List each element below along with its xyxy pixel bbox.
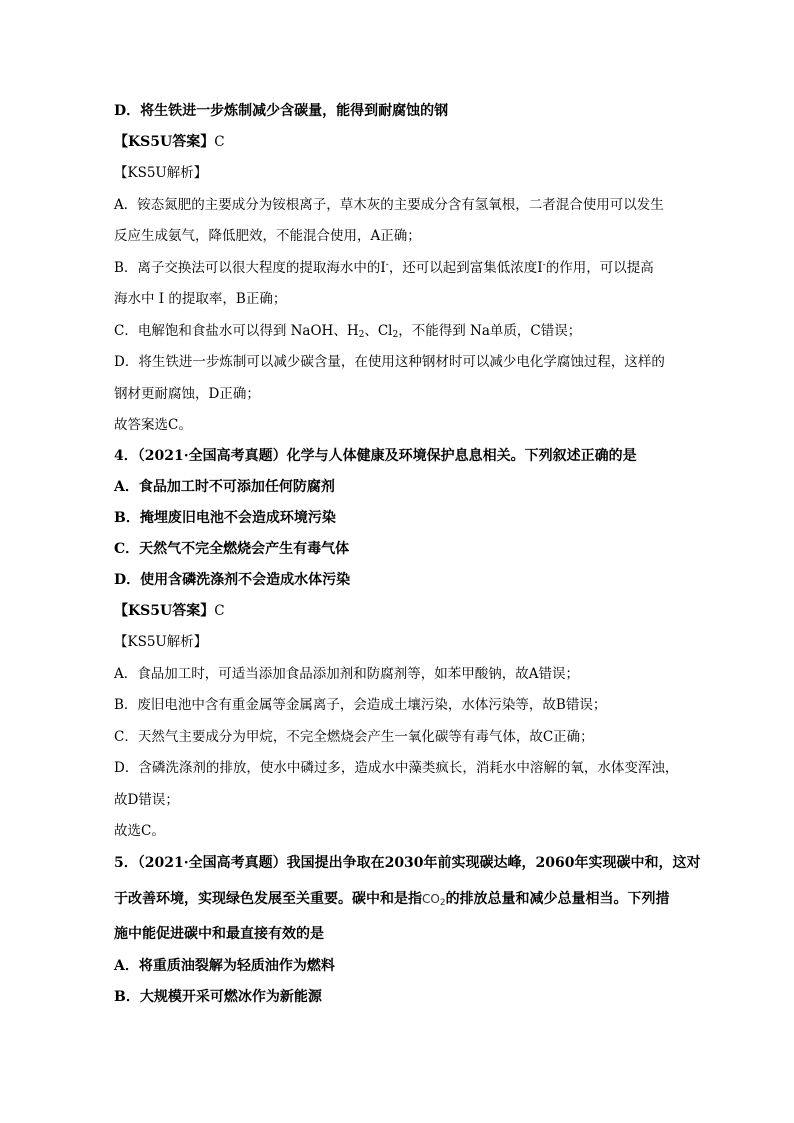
- q4-option-a: A．食品加工时不可添加任何防腐剂: [114, 479, 335, 495]
- q3-analysis-b-line1: [114, 258, 654, 278]
- formula-text: CO: [422, 892, 440, 906]
- q5-option-a: A．将重质油裂解为轻质油作为燃料: [114, 958, 335, 974]
- q3-analysis-label: 【KS5U解析】: [114, 165, 208, 181]
- q4-option-c: C．天然气不完全燃烧会产生有毒气体: [114, 541, 350, 557]
- q5-stem-line1: 5．（2021·全国高考真题）我国提出争取在2030年前实现碳达峰，2060年实现碳中和，这对: [114, 855, 701, 871]
- q3-analysis-a-line1: A．铵态氮肥的主要成分为铵根离子，草木灰的主要成分含有氢氧根，二者混合使用可以发生: [114, 197, 664, 213]
- q5-stem-line3: 施中能促进碳中和最直接有效的是: [114, 926, 324, 942]
- text-run: C．电解饱和食盐水可以得到 NaOH、H: [114, 323, 359, 339]
- q4-stem: 4．（2021·全国高考真题）化学与人体健康及环境保护息息相关。下列叙述正确的是: [114, 448, 637, 464]
- answer-label: 【KS5U答案】: [114, 134, 215, 150]
- q4-conclusion: 故选C。: [114, 823, 165, 839]
- q4-analysis-c: C．天然气主要成分为甲烷，不完全燃烧会产生一氧化碳等有毒气体，故C正确；: [114, 729, 594, 745]
- text-run: 的作用，可以提高: [545, 260, 654, 276]
- text-run: 、Cl: [364, 323, 393, 339]
- q4-analysis-b: B．废旧电池中含有重金属等金属离子，会造成土壤污染，水体污染等，故B错误；: [114, 697, 607, 713]
- subscript: 2: [439, 898, 446, 908]
- q4-analysis-d-line1: D．含磷洗涤剂的排放，使水中磷过多，造成水中藻类疯长，消耗水中溶解的氧，水体变浑浊，: [114, 760, 679, 776]
- q4-option-d: D．使用含磷洗涤剂不会造成水体污染: [114, 572, 351, 588]
- subscript: 2: [392, 330, 399, 340]
- q3-answer: [114, 132, 225, 152]
- text-run: B．离子交换法可以很大程度的提取海水中的I: [114, 260, 386, 276]
- text-run: ，不能得到 Na单质，C错误；: [398, 323, 582, 339]
- q3-analysis-d-line2: 钢材更耐腐蚀，D正确；: [114, 386, 260, 402]
- co2-formula: [422, 892, 446, 906]
- answer-value: C: [214, 134, 225, 150]
- q5-stem-line2: [114, 889, 670, 909]
- q3-analysis-c: [114, 321, 581, 341]
- superscript-charge: -: [385, 260, 389, 270]
- q3-analysis-b-line2: 海水中 I 的提取率，B正确；: [114, 291, 287, 307]
- q3-option-d: D．将生铁进一步炼制减少含碳量，能得到耐腐蚀的钢: [114, 103, 449, 119]
- q3-analysis-a-line2: 反应生成氨气，降低肥效，不能混合使用，A正确；: [114, 228, 421, 244]
- q3-conclusion: 故答案选C。: [114, 417, 192, 433]
- superscript-charge: -: [542, 260, 546, 270]
- q4-analysis-label: 【KS5U解析】: [114, 634, 208, 650]
- q3-analysis-d-line1: D．将生铁进一步炼制可以减少碳含量，在使用这种钢材时可以减少电化学腐蚀过程，这样的: [114, 354, 665, 370]
- text-run: 于改善环境，实现绿色发展至关重要。碳中和是指: [114, 891, 422, 907]
- text-run: ，还可以起到富集低浓度I: [388, 260, 543, 276]
- answer-label: 【KS5U答案】: [114, 603, 215, 619]
- subscript: 2: [358, 330, 365, 340]
- answer-value: C: [214, 603, 225, 619]
- q4-answer: [114, 601, 225, 621]
- q5-option-b: B．大规模开采可燃冰作为新能源: [114, 989, 322, 1005]
- q4-analysis-d-line2: 故D错误；: [114, 792, 179, 808]
- q4-option-b: B．掩埋废旧电池不会造成环境污染: [114, 510, 336, 526]
- text-run: 的排放总量和减少总量相当。下列措: [445, 891, 670, 907]
- q4-analysis-a: A．食品加工时，可适当添加食品添加剂和防腐剂等，如苯甲酸钠，故A错误；: [114, 666, 579, 682]
